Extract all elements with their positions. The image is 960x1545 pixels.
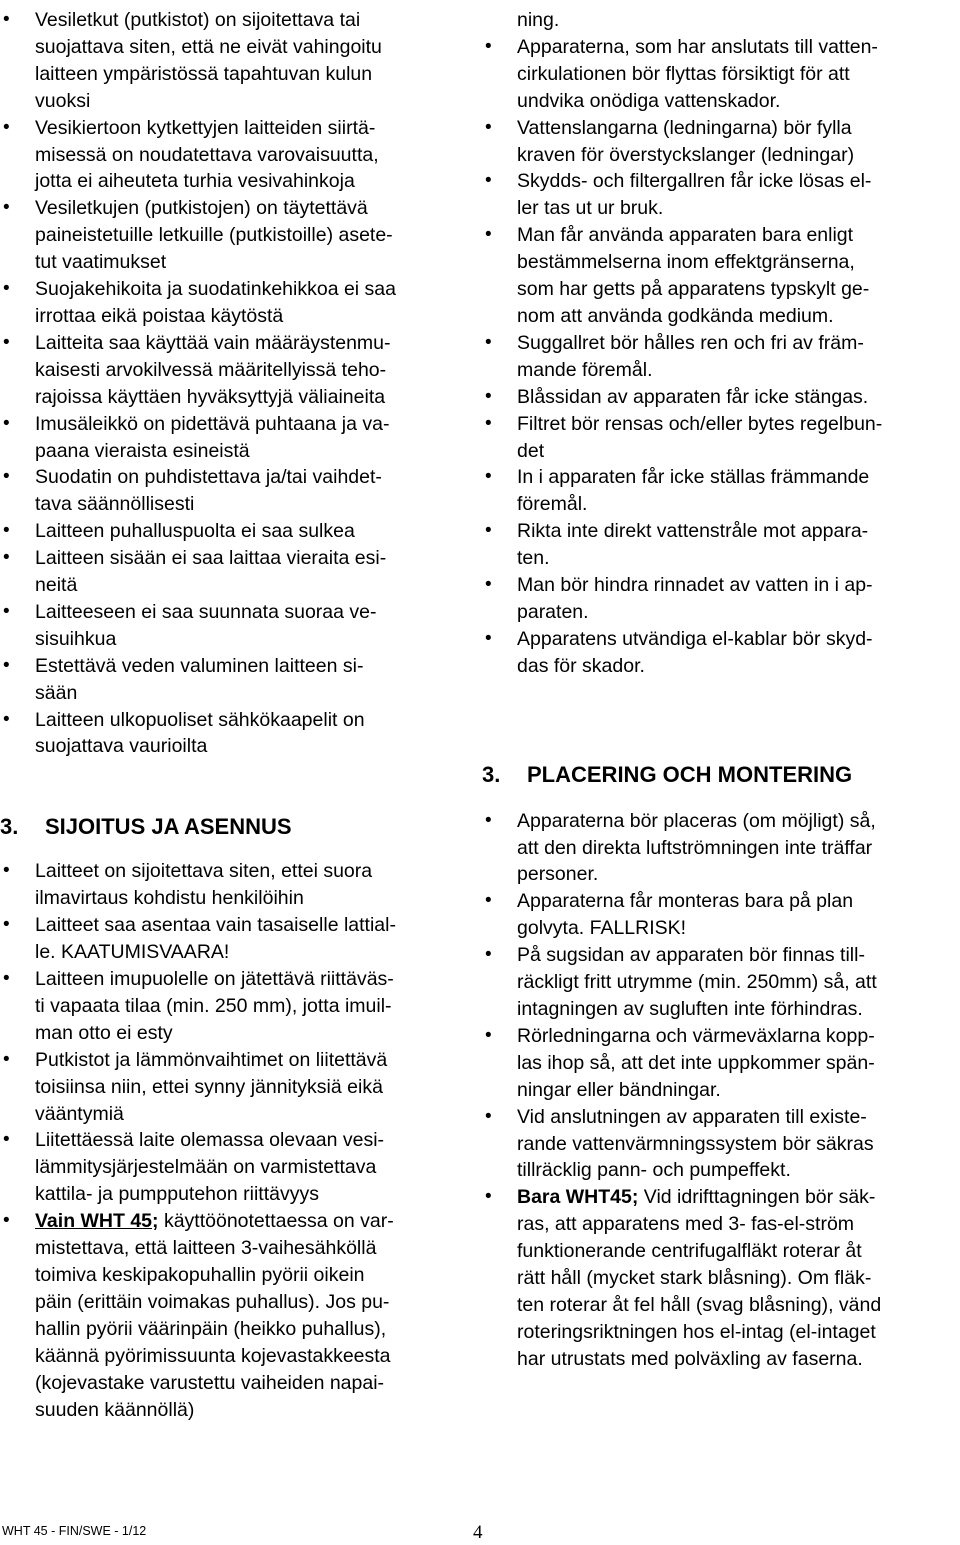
line: • Apparaterna bör placeras (om möjligt) så, <box>517 809 876 832</box>
list-item <box>482 1023 960 1104</box>
line: nom att använda godkända medium. <box>517 304 834 327</box>
line: • Vesiletkut (putkistot) on sijoitettava tai <box>35 9 361 31</box>
line: suojattava vaurioilta <box>35 735 208 758</box>
line: har utrustats med polväxling av faserna. <box>517 1347 863 1370</box>
line: sisuihkua <box>35 627 117 650</box>
line: • Vattenslangarna (ledningarna) bör fylla <box>517 116 852 139</box>
line: jotta ei aiheuteta turhia vesivahinkoja <box>35 170 355 193</box>
list-item <box>0 276 470 330</box>
footer-doc-id: WHT 45 - FIN/SWE - 1/12 <box>2 1524 147 1538</box>
sv-wht45-lines <box>517 1211 960 1372</box>
line: ningar eller bändningar. <box>517 1078 721 1101</box>
list-item <box>482 222 960 330</box>
line: mande föremål. <box>517 358 653 381</box>
finnish-column <box>0 7 470 1423</box>
line: tut vaatimukset <box>35 251 167 274</box>
line: • Vid anslutningen av apparaten till existe- <box>517 1105 867 1128</box>
line: kattila- ja pumpputehon riittävyys <box>35 1183 319 1206</box>
line: tillräcklig pann- och pumpeffekt. <box>517 1159 791 1182</box>
line: toisiinsa niin, ettei synny jännityksiä eikä <box>35 1075 383 1098</box>
list-item <box>482 464 960 518</box>
line: mistettava, että laitteen 3-vaihesähköllä <box>35 1237 377 1260</box>
list-item <box>482 34 960 115</box>
sv-wht45-lead: Bara WHT45; <box>517 1186 639 1209</box>
line: paineistetuille letkuille (putkistoille) asete- <box>35 224 393 247</box>
line: • Rörledningarna och värmeväxlarna kopp- <box>517 1024 875 1047</box>
list-item <box>0 858 470 912</box>
sv-safety-list <box>482 34 960 680</box>
list-item <box>0 707 470 761</box>
line: det <box>517 439 545 462</box>
line: suojattava siten, että ne eivät vahingoitu <box>35 35 382 58</box>
line: das för skador. <box>517 654 645 677</box>
list-item <box>0 966 470 1047</box>
sv-installation-list <box>482 808 960 1185</box>
fi-section-heading <box>0 813 470 841</box>
line: vääntymiä <box>35 1102 124 1125</box>
list-item <box>482 1104 960 1185</box>
fi-wht45-list <box>0 1208 470 1423</box>
fi-safety-list <box>0 7 470 760</box>
sv-section-heading <box>482 761 960 789</box>
line: som har getts på apparatens typskylt ge- <box>517 278 870 301</box>
line: personer. <box>517 863 599 886</box>
line: (kojevastake varustettu vaiheiden napai- <box>35 1371 385 1394</box>
list-item <box>0 653 470 707</box>
line: • Blåssidan av apparaten får icke stängas. <box>517 385 869 408</box>
line: käännä pyörimissuunta kojevastakkeesta <box>35 1344 391 1367</box>
sv-section-number: 3. <box>482 761 501 787</box>
list-item <box>482 330 960 384</box>
list-item <box>482 115 960 169</box>
fi-wht45-lead: Vain WHT 45; <box>35 1210 159 1233</box>
line: roteringsriktningen hos el-intag (el-intaget <box>517 1320 876 1343</box>
line: laitteen ympäristössä tapahtuvan kulun <box>35 62 373 85</box>
line: kraven för överstyckslanger (ledningar) <box>517 143 855 166</box>
line: • Man bör hindra rinnadet av vatten in i ap- <box>517 574 873 597</box>
list-item <box>0 1208 470 1423</box>
line: • In i apparaten får icke ställas främmande <box>517 466 870 489</box>
line: funktionerande centrifugalfläkt roterar åt <box>517 1240 862 1263</box>
list-item <box>0 411 470 465</box>
line: • Suggallret bör hålles ren och fri av främ- <box>517 331 864 354</box>
line: intagningen av sugluften inte förhindras. <box>517 998 863 1020</box>
line: rätt håll (mycket stark blåsning). Om fläk- <box>517 1267 872 1290</box>
list-item <box>0 518 470 545</box>
line: • Vesiletkujen (putkistojen) on täytettävä <box>35 197 368 220</box>
line: • Laitteen imupuolelle on jätettävä riittäväs- <box>35 968 394 990</box>
line: • Apparaterna får monteras bara på plan <box>517 890 854 913</box>
line: • Rikta inte direkt vattenstråle mot appara- <box>517 520 869 543</box>
line: käyttöönotettaessa on var- <box>158 1210 394 1233</box>
list-item <box>0 1127 470 1208</box>
line: paraten. <box>517 600 589 623</box>
line: föremål. <box>517 493 588 516</box>
list-item <box>0 115 470 196</box>
line: att den direkta luftströmningen inte träffar <box>517 836 873 859</box>
list-item <box>0 464 470 518</box>
line: toimiva keskipakopuhallin pyörii oikein <box>35 1263 365 1286</box>
list-item <box>0 545 470 599</box>
page-number: 4 <box>473 1522 483 1543</box>
list-item <box>0 195 470 276</box>
line: hallin pyörii väärinpäin (heikko puhallus), <box>35 1317 387 1340</box>
line: paana vieraista esineistä <box>35 439 250 462</box>
line: golvyta. FALLRISK! <box>517 917 687 940</box>
sv-wht45-list <box>482 1184 960 1372</box>
line: • Man får använda apparaten bara enligt <box>517 224 854 247</box>
line: le. KAATUMISVAARA! <box>35 941 230 964</box>
list-item <box>0 1047 470 1128</box>
list-item <box>0 912 470 966</box>
line: • Apparatens utvändiga el-kablar bör skyd- <box>517 627 873 650</box>
line: • Laitteeseen ei saa suunnata suoraa ve- <box>35 600 377 623</box>
line: • Suojakehikoita ja suodatinkehikkoa ei saa <box>35 278 396 301</box>
list-item <box>482 572 960 626</box>
fi-section-number: 3. <box>0 814 19 840</box>
line: cirkulationen bör flyttas försiktigt för att <box>517 62 850 85</box>
line: • Imusäleikkö on pidettävä puhtaana ja va- <box>35 412 390 435</box>
list-item <box>482 1184 960 1372</box>
list-item <box>482 808 960 889</box>
line: • Suodatin on puhdistettava ja/tai vaihdet- <box>35 466 382 489</box>
line: ten roterar åt fel håll (svag blåsning), vänd <box>517 1293 882 1316</box>
line: • Putkistot ja lämmönvaihtimet on liitettävä <box>35 1048 388 1071</box>
line: • Apparaterna, som har anslutats till vatten- <box>517 35 878 58</box>
line: rajoissa käyttäen hyväksyttyjä väliaineita <box>35 385 386 408</box>
line: ti vapaata tilaa (min. 250 mm), jotta imuil- <box>35 994 392 1017</box>
line: Vid idrifttagningen bör säk- <box>638 1186 876 1209</box>
line: neitä <box>35 574 78 597</box>
line: • Filtret bör rensas och/eller bytes regelbun- <box>517 412 883 435</box>
line: undvika onödiga vattenskador. <box>517 89 781 112</box>
line: misessä on noudatettava varovaisuutta, <box>35 143 379 166</box>
line: • Skydds- och filtergallren får icke lösas el- <box>517 170 872 193</box>
line: sään <box>35 681 78 704</box>
line: vuoksi <box>35 89 91 112</box>
line: suuden käännöllä) <box>35 1398 195 1421</box>
line: lämmitysjärjestelmään on varmistettava <box>35 1156 377 1179</box>
line: • Laitteita saa käyttää vain määräystenmu- <box>35 331 391 354</box>
line: päin (erittäin voimakas puhallus). Jos pu- <box>35 1290 390 1313</box>
fi-installation-list <box>0 858 470 1208</box>
list-item <box>482 626 960 680</box>
list-item <box>0 599 470 653</box>
list-item <box>482 888 960 942</box>
list-item <box>482 411 960 465</box>
line: • Laitteen ulkopuoliset sähkökaapelit on <box>35 708 365 731</box>
line: räckligt fritt utrymme (min. 250mm) så, att <box>517 971 877 994</box>
line: ras, att apparatens med 3- fas-el-ström <box>517 1213 855 1236</box>
line: ler tas ut ur bruk. <box>517 197 664 220</box>
line: • Laitteet on sijoitettava siten, ettei suora <box>35 860 373 883</box>
line: bestämmelserna inom effektgränserna, <box>517 251 855 274</box>
line: las ihop så, att det inte uppkommer spän- <box>517 1051 875 1074</box>
line: ilmavirtaus kohdistu henkilöihin <box>35 887 304 910</box>
line: man otto ei esty <box>35 1021 173 1044</box>
list-item <box>482 168 960 222</box>
fi-wht45-lines <box>35 1235 470 1423</box>
line: • Laitteen puhalluspuolta ei saa sulkea <box>35 520 355 543</box>
line: kaisesti arvokilvessä määritellyissä teho- <box>35 358 387 381</box>
list-item <box>0 330 470 411</box>
line: • Estettävä veden valuminen laitteen si- <box>35 654 364 677</box>
list-item <box>482 518 960 572</box>
line: • Laitteet saa asentaa vain tasaiselle lattial- <box>35 914 396 937</box>
line: • Laitteen sisään ei saa laittaa vieraita esi- <box>35 547 387 570</box>
line: • På sugsidan av apparaten bör finnas till- <box>517 944 865 967</box>
line: • Liitettäessä laite olemassa olevaan vesi- <box>35 1129 385 1152</box>
sv-section-title: PLACERING OCH MONTERING <box>527 761 853 787</box>
fi-section-title: SIJOITUS JA ASENNUS <box>45 814 292 840</box>
list-item <box>482 384 960 411</box>
sv-continuation: ning. <box>517 9 560 31</box>
line: • Vesikiertoon kytkettyjen laitteiden siirtä- <box>35 116 376 139</box>
line: irrottaa eikä poistaa käytöstä <box>35 304 284 327</box>
list-item <box>482 942 960 1023</box>
list-item <box>0 7 470 115</box>
swedish-column <box>482 7 960 1373</box>
line: tava säännöllisesti <box>35 493 195 516</box>
line: rande vattenvärmningssystem bör säkras <box>517 1132 874 1155</box>
line: ten. <box>517 547 550 570</box>
